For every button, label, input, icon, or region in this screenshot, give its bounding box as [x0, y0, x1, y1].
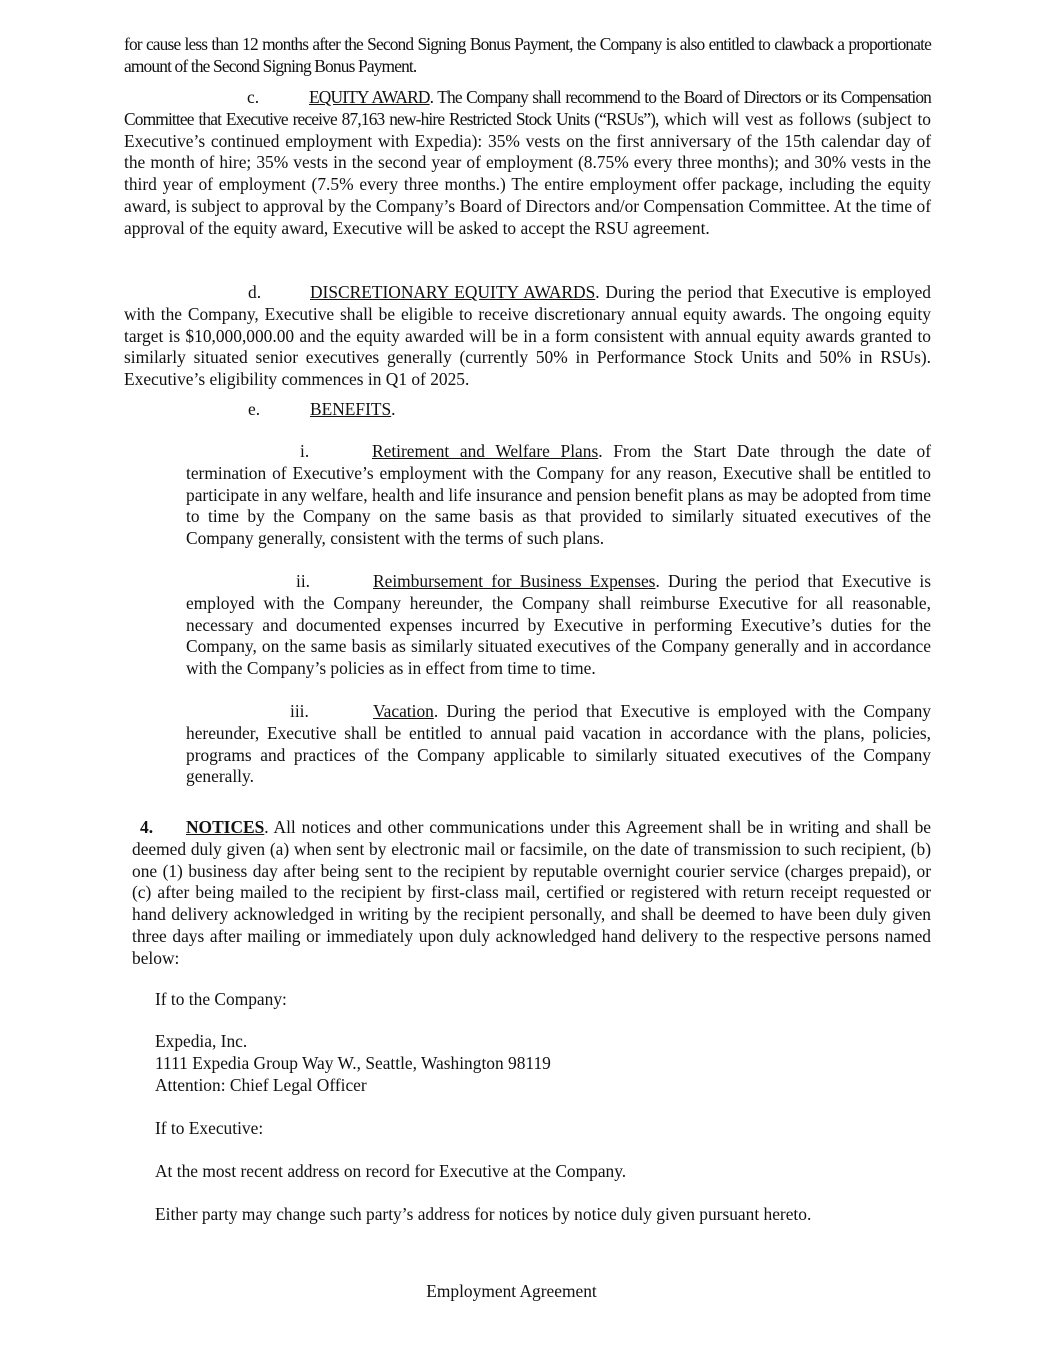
section-e-label: e.	[248, 399, 261, 419]
subsection-i-label: i.	[300, 441, 310, 461]
section-c-title: EQUITY AWARD	[309, 87, 430, 107]
section-d-discretionary-equity	[124, 282, 931, 391]
section-d-text: . During the period that Executive is employed with the Company, Executive shall be eligible to receive discretionary annual equity awards. The ongoing equity target is $10,000,000.00 and the equity awarded will be in a form consistent with annual equity awards granted to similarly situated senior executives generally (currently 50% in Performance Stock Units and 50% in RSUs). Executive’s eligibility commences in Q1 of 2025.	[124, 282, 931, 390]
section-c-label: c.	[247, 87, 260, 107]
section-c-text-b: which will vest as follows (subject to Executive’s continued employment with Expedia): 35% vests on the first anniversary of the 15th calendar day of the month of hire; 35% vests in the second year of employment (8.75% every three months); and 30% vests in the third year of employment (7.5% every three months.) The entire employment offer package, including the equity award, is subject to approval by the Company’s Board of Directors and/or Compensation Committee. At the time of approval of the equity award, Executive will be asked to accept the RSU agreement.	[124, 108, 931, 238]
subsection-iii-title: Vacation	[373, 701, 434, 721]
page-footer: Employment Agreement	[426, 1281, 597, 1301]
subsection-ii-label: ii.	[296, 571, 311, 591]
subsection-i-retirement	[186, 441, 931, 550]
section-d-label: d.	[248, 282, 262, 302]
subsection-iii-vacation	[186, 701, 931, 788]
section-e-benefits	[248, 399, 396, 421]
change-of-address-notice: Either party may change such party’s address for notices by notice duly given pursuant hereto.	[155, 1204, 812, 1224]
section-4-text: . All notices and other communications under this Agreement shall be in writing and shall be deemed duly given (a) when sent by electronic mail or facsimile, on the date of transmission to such recipient, (b) one (1) business day after being sent to the recipient by reputable overnight courier service (charges prepaid), or (c) after being mailed to the recipient by first-class mail, certified or registered with return receipt requested or hand delivery acknowledged in writing by the recipient personally, and shall be deemed to have been duly given three days after mailing or immediately upon duly acknowledged hand delivery to the respective persons named below:	[132, 817, 931, 968]
section-e-title: BENEFITS	[310, 399, 392, 419]
subsection-iii-label: iii.	[290, 701, 309, 721]
section-d-title: DISCRETIONARY EQUITY AWARDS	[310, 282, 596, 302]
subsection-i-text: . From the Start Date through the date of termination of Executive’s employment with the Company for any reason, Executive shall be entitled to participate in any welfare, health and life insurance and pension benefit plans as may be adopted from time to time by the Company on the same basis as that provided to similarly situated executives of the Company generally, consistent with the terms of such plans.	[186, 441, 931, 549]
company-attention: Attention: Chief Legal Officer	[155, 1075, 367, 1095]
company-name: Expedia, Inc.	[155, 1031, 248, 1051]
subsection-i-title: Retirement and Welfare Plans	[372, 441, 599, 461]
section-4-title: NOTICES	[186, 817, 265, 837]
section-4-notices	[132, 817, 931, 970]
subsection-ii-title: Reimbursement for Business Expenses	[373, 571, 656, 591]
section-c-text-a: . The Company shall recommend to the Board of Directors or its Compensation Committee that Executive receive 87,163 new-hire Restricted Stock Units (“RSUs”),	[124, 87, 932, 129]
if-to-executive-label: If to Executive:	[155, 1118, 264, 1138]
company-address: 1111 Expedia Group Way W., Seattle, Washington 98119	[155, 1053, 551, 1073]
section-e-suffix: .	[391, 399, 396, 419]
subsection-ii-reimbursement	[186, 571, 931, 680]
if-to-company-label: If to the Company:	[155, 989, 287, 1009]
section-4-label: 4.	[140, 817, 154, 837]
executive-address: At the most recent address on record for Executive at the Company.	[155, 1161, 627, 1181]
subsection-iii-text: . During the period that Executive is employed with the Company hereunder, Executive shall be entitled to annual paid vacation in accordance with the plans, policies, programs and practices of the Company applicable to similarly situated executives of the Company generally.	[186, 701, 931, 787]
paragraph-clawback: for cause less than 12 months after the Second Signing Bonus Payment, the Company is also entitled to clawback a proportionate amount of the Second Signing Bonus Payment.	[124, 34, 931, 76]
section-c-equity-award	[124, 87, 931, 240]
subsection-ii-text: . During the period that Executive is employed with the Company hereunder, the Company shall reimburse Executive for all reasonable, necessary and documented expenses incurred by Executive in performing Executive’s duties for the Company, on the same basis as similarly situated executives of the Company generally and in accordance with the Company’s policies as in effect from time to time.	[186, 571, 931, 679]
